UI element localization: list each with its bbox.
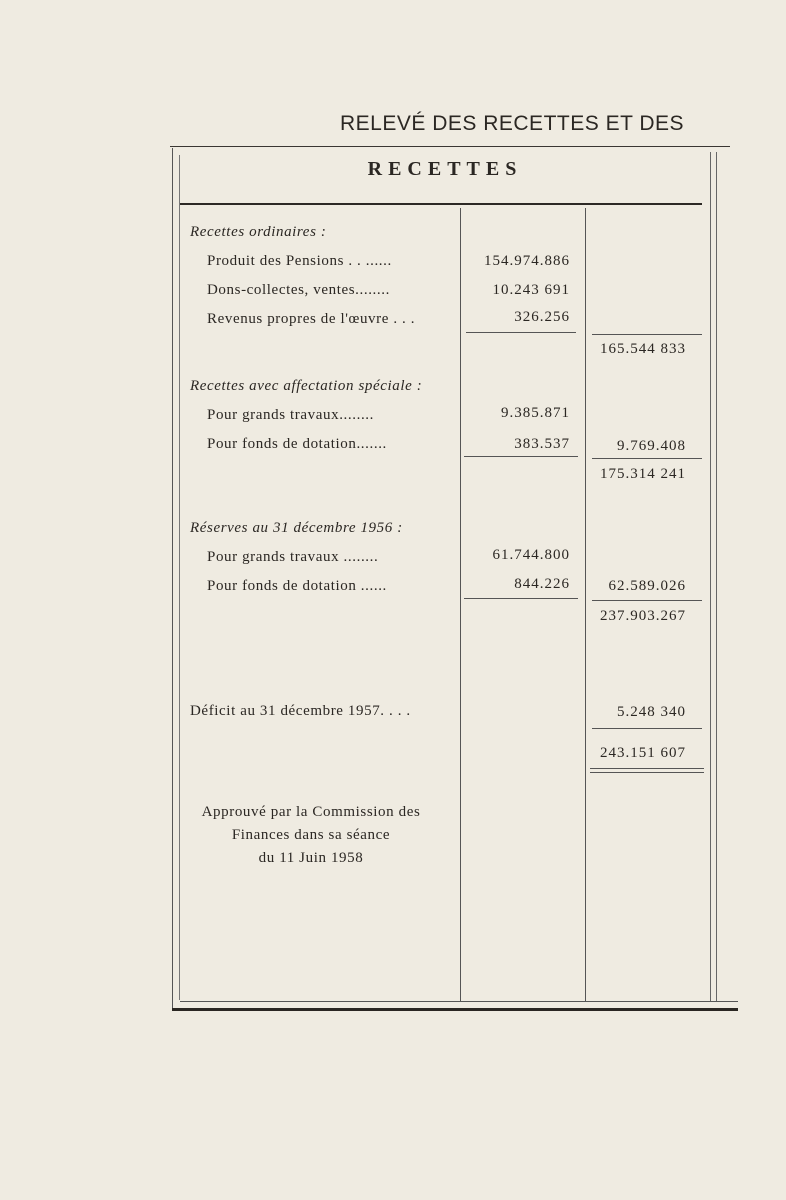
section-heading-reserves: Réserves au 31 décembre 1956 : (190, 520, 403, 536)
section-total-reserves: 62.589.026 (608, 578, 686, 594)
frame-left-inner-rule (179, 155, 180, 1000)
deficit-rule (592, 728, 702, 729)
item-label-grands-travaux: Pour grands travaux........ (207, 407, 375, 423)
grand-total: 243.151 607 (600, 745, 686, 761)
title-rule (180, 203, 702, 205)
item-label-revenus: Revenus propres de l'œuvre . . . (207, 311, 416, 327)
section-heading-ordinaires: Recettes ordinaires : (190, 224, 327, 240)
amount-column-divider (460, 208, 461, 1001)
item-value-reserves-grands-travaux: 61.744.800 (492, 547, 570, 563)
deficit-label: Déficit au 31 décembre 1957. . . . (190, 703, 411, 719)
subtotal-rule (466, 332, 576, 333)
item-value-dons: 10.243 691 (492, 282, 570, 298)
frame-top-rule (170, 146, 730, 147)
page-header: RELEVÉ DES RECETTES ET DES (340, 112, 685, 135)
item-label-dons: Dons-collectes, ventes........ (207, 282, 390, 298)
item-value-grands-travaux: 9.385.871 (501, 405, 570, 421)
subtotal-rule (592, 334, 702, 335)
frame-bottom-rule (180, 1001, 738, 1002)
frame-right-rule-double (716, 152, 717, 1002)
frame-bottom-thick-rule (172, 1008, 738, 1011)
approval-note (180, 801, 442, 870)
frame-right-rule (710, 152, 711, 1002)
approval-line-2: Finances dans sa séance (231, 827, 391, 843)
section-total-ordinaires: 165.544 833 (600, 341, 686, 357)
grand-total-double-rule (590, 768, 704, 769)
item-value-fonds-dotation: 383.537 (514, 436, 570, 452)
running-total-2: 237.903.267 (600, 608, 686, 624)
approval-line-3: du 11 Juin 1958 (258, 850, 364, 866)
section-total-affectation: 9.769.408 (617, 438, 686, 454)
deficit-value: 5.248 340 (617, 704, 686, 720)
item-label-pensions: Produit des Pensions . . ...... (207, 253, 392, 269)
section-heading-affectation: Recettes avec affectation spéciale : (190, 378, 423, 394)
subtotal-rule (464, 456, 578, 457)
item-label-reserves-fonds: Pour fonds de dotation ...... (207, 578, 387, 594)
item-value-reserves-fonds: 844.226 (514, 576, 570, 592)
item-label-fonds-dotation: Pour fonds de dotation....... (207, 436, 387, 452)
item-label-reserves-grands-travaux: Pour grands travaux ........ (207, 549, 379, 565)
table-title: RECETTES (367, 158, 523, 180)
subtotal-rule (592, 600, 702, 601)
frame-left-outer-rule (172, 148, 173, 1010)
item-value-revenus: 326.256 (514, 309, 570, 325)
subtotal-rule (464, 598, 578, 599)
running-total-1: 175.314 241 (600, 466, 686, 482)
subtotal-rule (592, 458, 702, 459)
item-value-pensions: 154.974.886 (484, 253, 570, 269)
total-column-divider (585, 208, 586, 1001)
grand-total-double-rule (590, 772, 704, 773)
approval-line-1: Approuvé par la Commission des (201, 804, 421, 820)
